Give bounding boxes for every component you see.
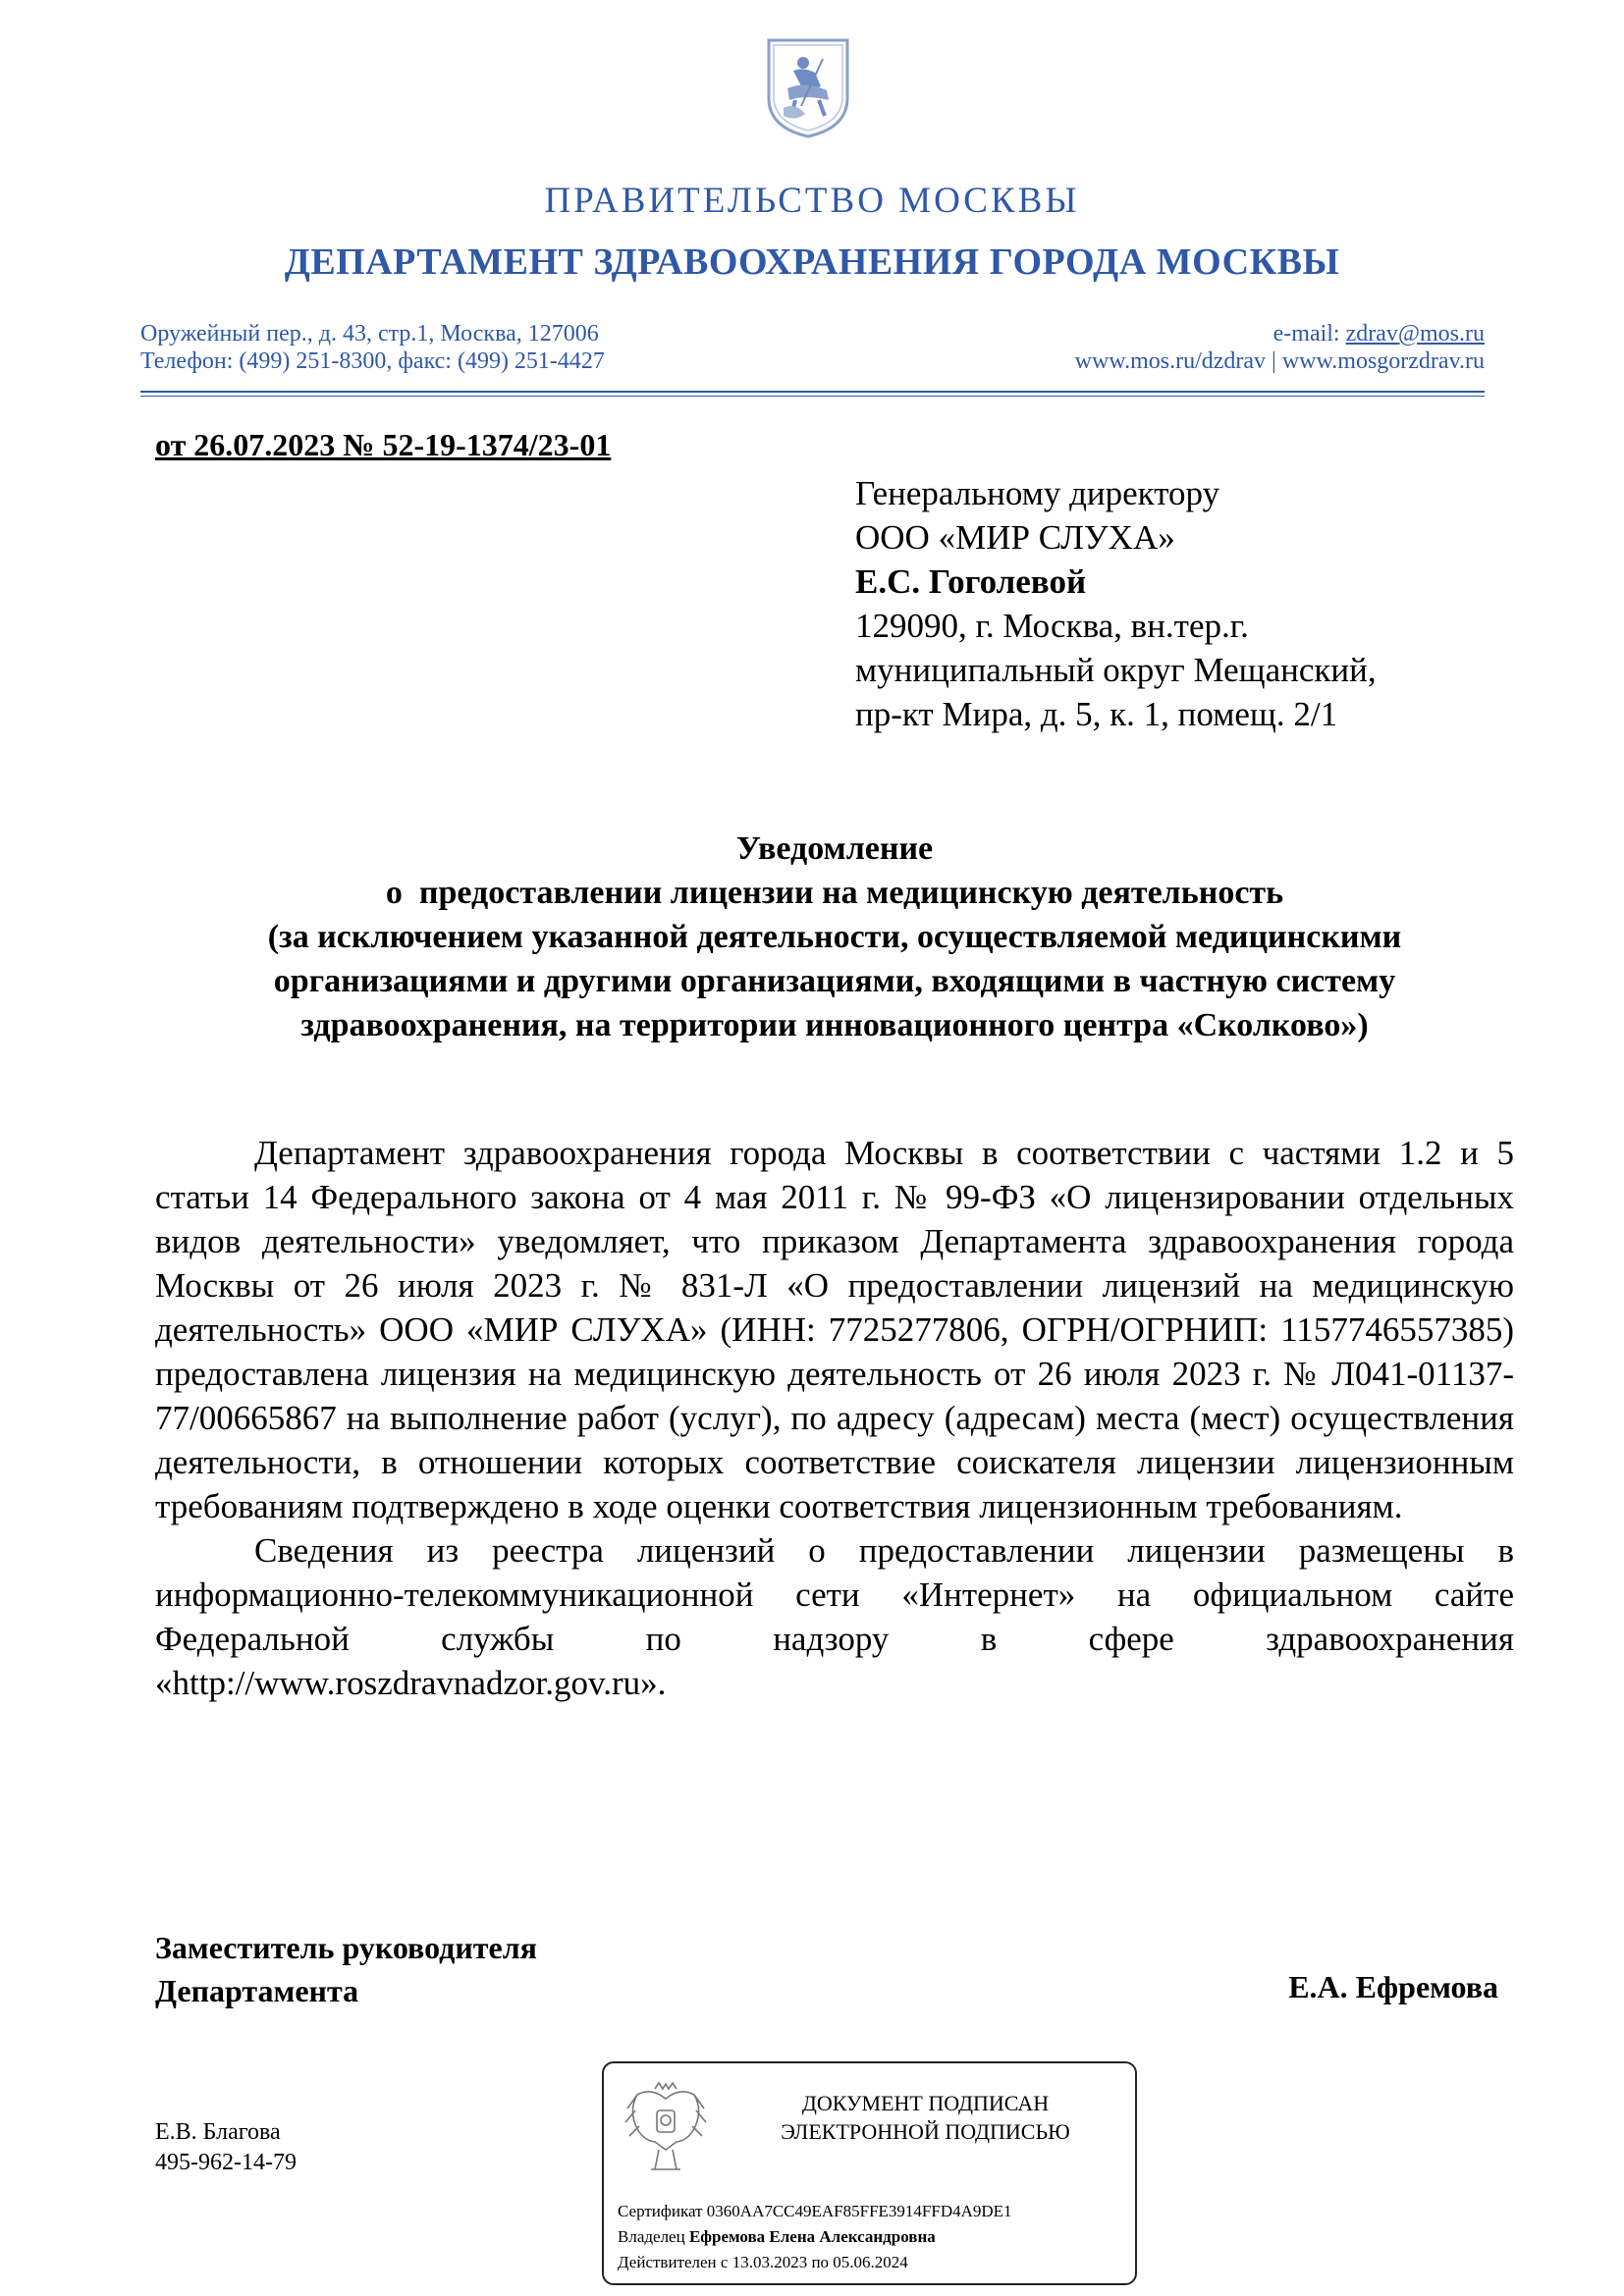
executor-name: Е.В. Благова [155,2119,281,2145]
notice-title-line: о предоставлении лицензии на медицинскую деятельность [385,875,1284,911]
department-title: ДЕПАРТАМЕНТ ЗДРАВООХРАНЕНИЯ ГОРОДА МОСКВЫ [284,241,1340,283]
email-label: e-mail: [1272,321,1346,347]
addressee-block [855,471,1377,736]
header-divider [140,391,1485,393]
addressee-company: ООО «МИР СЛУХА» [855,518,1175,557]
stamp-certificate: Сертификат 0360AA7CC49EAF85FFE3914FFD4A9DE1 [618,2202,1012,2220]
electronic-signature-stamp [602,2061,1137,2285]
email-link[interactable]: zdrav@mos.ru [1345,321,1485,347]
signatory-position-line: Департамента [155,1973,359,2008]
stamp-validity: Действителен с 13.03.2023 по 05.06.2024 [618,2253,908,2271]
department-phone: Телефон: (499) 251-8300, факс: (499) 251-4427 [140,348,605,374]
notice-title-line: (за исключением указанной деятельности, осуществляемой медицинскими [267,919,1402,955]
stamp-owner [618,2226,936,2248]
executor-block [155,2117,297,2178]
addressee-name: Е.С. Гоголевой [855,562,1087,601]
stamp-title [722,2089,1129,2146]
signatory-position-line: Заместитель руководителя [155,1930,537,1965]
contact-address-block [140,320,605,375]
stamp-title-line: ДОКУМЕНТ ПОДПИСАН [801,2091,1050,2115]
notice-title-line: Уведомление [735,830,934,867]
body-paragraph: Сведения из реестра лицензий о предоставлении лицензии размещены в информационно-телекоммуникационной сети «Интернет» на официальном сайте Федеральной службы по надзору в сфере здравоохранения «http://www.roszdravnadzor.gov.ru». [155,1531,1514,1702]
email-line [1075,320,1485,347]
signatory-name: Е.А. Ефремова [1288,1969,1498,2004]
websites-line[interactable]: www.mos.ru/dzdrav | www.mosgorzdrav.ru [1074,348,1485,374]
notice-body [155,1131,1514,1705]
executor-phone: 495-962-14-79 [155,2150,297,2175]
government-title: ПРАВИТЕЛЬСТВО МОСКВЫ [544,181,1080,221]
signatory-position [155,1926,537,2012]
body-paragraph: Департамент здравоохранения города Москвы в соответствии с частями 1.2 и 5 статьи 14 Федерального закона от 4 мая 2011 г. № 99-ФЗ «О лицензировании отдельных видов деятельности» уведомляет, что приказом Департамента здравоохранения города Москвы от 26 июля 2023 г. № 831-Л «О предоставлении лицензий на медицинскую деятельность» ООО «МИР СЛУХА» (ИНН: 7725277806, ОГРН/ОГРНИП: 1157746557385) предоставлена лицензия на медицинскую деятельность от 26 июля 2023 г. № Л041-01137-77/00665867 на выполнение работ (услуг), по адресу (адресам) места (мест) осуществления деятельности, в отношении которых соответствие соискателя лицензии лицензионным требованиям подтверждено в ходе оценки соответствия лицензионным требованиям. [155,1134,1514,1525]
notice-title-line: здравоохранения, на территории инновационного центра «Сколково») [300,1007,1369,1043]
russian-coat-of-arms-icon [622,2081,710,2175]
stamp-owner-name: Ефремова Елена Александровна [688,2227,936,2246]
addressee-position: Генеральному директору [855,474,1220,512]
document-reference: от 26.07.2023 № 52-19-1374/23-01 [155,427,612,462]
notice-title-line: организациями и другими организациями, входящими в частную систему [273,963,1396,999]
addressee-address-line: 129090, г. Москва, вн.тер.г. [855,607,1249,645]
stamp-owner-label: Владелец [618,2227,689,2246]
addressee-address-line: пр-кт Мира, д. 5, к. 1, помещ. 2/1 [855,695,1338,733]
notice-title [147,827,1522,1047]
contact-online-block [1075,320,1485,375]
addressee-address-line: муниципальный округ Мещанский, [855,651,1377,689]
department-address: Оружейный пер., д. 43, стр.1, Москва, 127006 [140,321,599,347]
stamp-title-line: ЭЛЕКТРОННОЙ ПОДПИСЬЮ [781,2119,1070,2144]
header-divider-thin [140,396,1485,397]
moscow-coat-of-arms-icon [766,37,850,139]
